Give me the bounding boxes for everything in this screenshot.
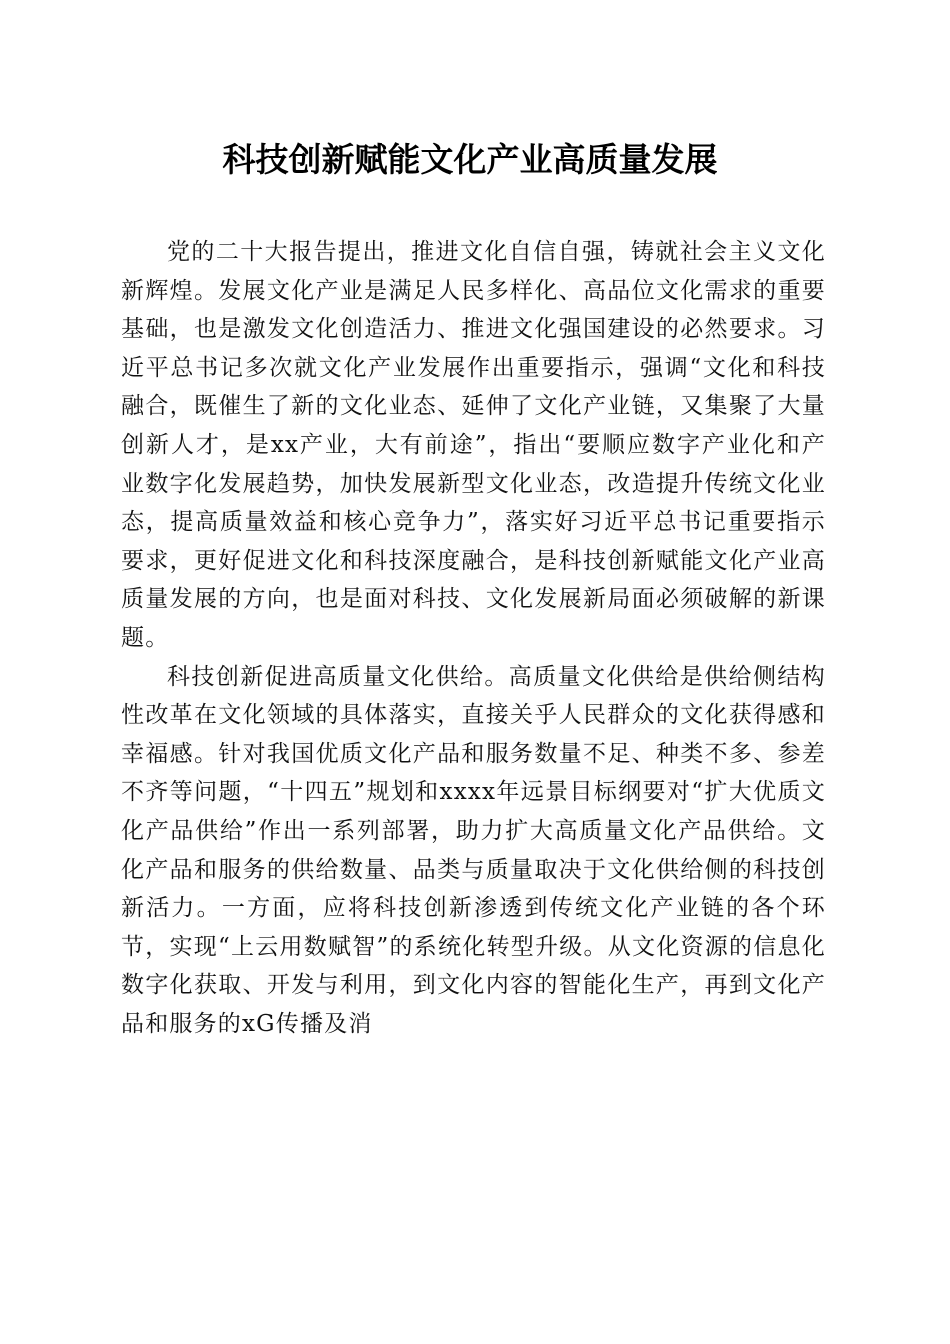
document-body <box>121 233 826 1043</box>
document-title: 科技创新赋能文化产业高质量发展 <box>222 140 718 179</box>
paragraph-1: 党的二十大报告提出，推进文化自信自强，铸就社会主义文化新辉煌。发展文化产业是满足人民多样化、高品位文化需求的重要基础，也是激发文化创造活力、推进文化强国建设的必然要求。习近平总书记多次就文化产业发展作出重要指示，强调“文化和科技融合，既催生了新的文化业态、延伸了文化产业链，又集聚了大量创新人才，是xx产业，大有前途”，指出“要顺应数字产业化和产业数字化发展趋势，加快发展新型文化业态，改造提升传统文化业态，提高质量效益和核心竞争力”，落实好习近平总书记重要指示要求，更好促进文化和科技深度融合，是科技创新赋能文化产业高质量发展的方向，也是面对科技、文化发展新局面必须破解的新课题。 <box>121 239 826 651</box>
paragraph-2: 科技创新促进高质量文化供给。高质量文化供给是供给侧结构性改革在文化领域的具体落实，直接关乎人民群众的文化获得感和幸福感。针对我国优质文化产品和服务数量不足、种类不多、参差不齐等问题，“十四五”规划和xxxx年远景目标纲要对“扩大优质文化产品供给”作出一系列部署，助力扩大高质量文化产品供给。文化产品和服务的供给数量、品类与质量取决于文化供给侧的科技创新活力。一方面，应将科技创新渗透到传统文化产业链的各个环节，实现“上云用数赋智”的系统化转型升级。从文化资源的信息化数字化获取、开发与利用，到文化内容的智能化生产，再到文化产品和服务的xG传播及消 <box>121 663 826 1037</box>
